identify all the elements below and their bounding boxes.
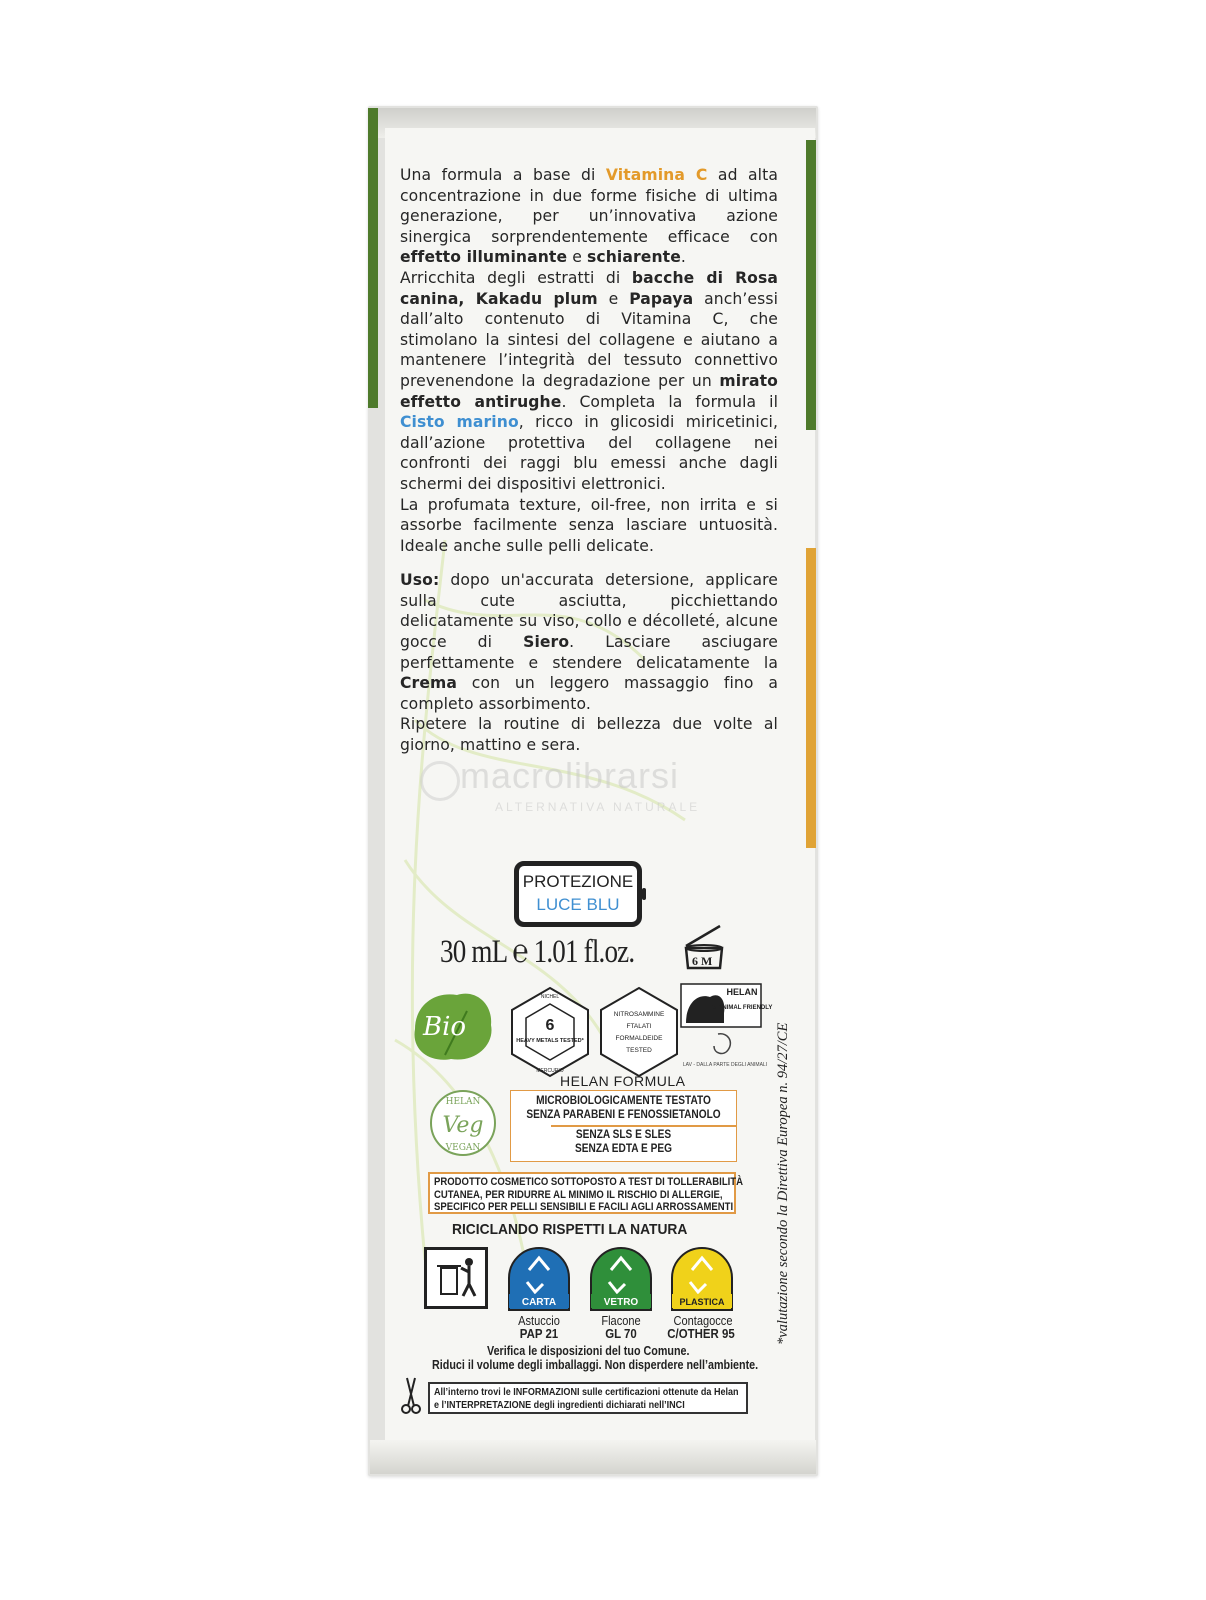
description-copy xyxy=(400,165,778,756)
svg-text:is ANIMAL FRIENDLY: is ANIMAL FRIENDLY xyxy=(711,1005,773,1011)
recycle-code: PAP 21 xyxy=(519,1326,559,1341)
formula-claim: SENZA PARABENI E FENOSSIETANOLO xyxy=(526,1109,721,1121)
tolerability-notice-box xyxy=(428,1172,744,1214)
directive-footnote: *valutazione secondo la Direttiva Europea n. 94/27/CE xyxy=(775,1022,791,1345)
orange-stripe-right xyxy=(806,548,816,848)
recycle-part-label: Astuccio xyxy=(518,1313,560,1328)
watermark xyxy=(420,755,800,825)
recycling-verify-text: Verifica le disposizioni del tuo Comune. xyxy=(487,1344,690,1358)
bio-text: Bio xyxy=(423,1012,467,1042)
cisto-marino-highlight: Cisto marino xyxy=(400,413,519,432)
svg-text:NICHEL: NICHEL xyxy=(540,994,560,1000)
formula-claim: MICROBIOLOGICAMENTE TESTATO xyxy=(536,1095,711,1107)
green-stripe-left xyxy=(368,108,378,408)
information-box xyxy=(428,1382,748,1414)
vegan-badge-icon xyxy=(428,1088,498,1158)
svg-text:VEGAN: VEGAN xyxy=(445,1143,481,1153)
scissors-icon xyxy=(400,1376,422,1416)
vitamin-c-highlight: Vitamina C xyxy=(605,166,708,184)
intro-paragraph: Una formula a base di Vitamina C ad alta concentrazione in due forme fisiche di ultima generazione, per un’innovativa azione sinergica sorprendentemente efficace con effetto illuminante e schiarente. xyxy=(400,166,778,267)
usage-label: Uso: xyxy=(400,571,440,590)
volume-label: 30 mL ℮ 1.01 fl.oz. xyxy=(440,934,635,970)
recycling-reduce-text: Riduci il volume degli imballaggi. Non disperdere nell’ambiente. xyxy=(432,1358,759,1372)
recycle-part-label: Contagocce xyxy=(673,1313,733,1328)
plastic-recycling-icon xyxy=(670,1244,734,1312)
usage-paragraph: Uso: dopo un'accurata detersione, applicare sulla cute asciutta, picchiettando delicatamente su viso, collo e décolleté, alcune gocce di Siero. Lasciare asciugare perfettamente e stendere delicatamente la Crema con un leggero massaggio fino a completo assorbimento. xyxy=(400,571,778,713)
watermark-logo-icon xyxy=(420,761,460,801)
svg-text:Veg: Veg xyxy=(442,1113,484,1138)
routine-paragraph: Ripetere la routine di bellezza due volte al giorno, mattino e sera. xyxy=(400,715,778,755)
pao-label: 6 M xyxy=(692,954,713,968)
formula-claim: SENZA SLS E SLES xyxy=(575,1129,672,1141)
box-bottom-flap xyxy=(370,1440,816,1474)
svg-text:NITROSAMMINE: NITROSAMMINE xyxy=(613,1011,665,1018)
info-line: All’interno trovi le INFORMAZIONI sulle certificazioni ottenute da Helan xyxy=(434,1386,739,1398)
heavy-metals-tested-badge xyxy=(508,986,592,1078)
formula-divider xyxy=(551,1125,736,1127)
nitrosamines-tested-badge xyxy=(597,986,681,1078)
extracts-paragraph: Arricchita degli estratti di bacche di Rosa canina, Kakadu plum e Papaya anch’essi dall’alto contenuto di Vitamina C, che stimolano la sintesi del collagene e aiutano a mantenere l’integrità del tessuto connettivo prevenendone la degradazione per un mirato effetto antirughe. Completa la formula il Cisto marino, ricco in glicosidi miricetinici, dall’azione protettiva del collagene nei confronti dei raggi blu emessi anche dagli schermi dei dispositivi elettronici. xyxy=(400,268,779,493)
glass-recycling-icon xyxy=(589,1244,653,1312)
svg-text:FTALATI: FTALATI xyxy=(626,1023,652,1030)
recycling-title: RICICLANDO RISPETTI LA NATURA xyxy=(452,1221,688,1238)
svg-text:HELAN: HELAN xyxy=(726,987,758,997)
tolerability-line: SPECIFICO PER PELLI SENSIBILI E FACILI AGLI ARROSSAMENTI xyxy=(434,1201,734,1213)
tolerability-line: PRODOTTO COSMETICO SOTTOPOSTO A TEST DI TOLLERABILITÀ xyxy=(434,1176,744,1188)
badge-line-1: PROTEZIONE xyxy=(522,872,634,891)
svg-text:MERCURIO: MERCURIO xyxy=(536,1068,564,1074)
watermark-name: macrolibrarsi xyxy=(460,755,680,796)
info-line: e l’INTERPRETAZIONE degli ingredienti dichiarati nell’INCI xyxy=(434,1399,685,1411)
recycle-code: C/OTHER 95 xyxy=(667,1326,735,1341)
blue-light-protection-badge xyxy=(514,861,642,927)
svg-text:VETRO: VETRO xyxy=(603,1297,639,1308)
green-stripe-right xyxy=(806,140,816,430)
recycle-code: GL 70 xyxy=(605,1326,637,1341)
texture-paragraph: La profumata texture, oil-free, non irrita e si assorbe facilmente senza lasciare untuosità. Ideale anche sulle pelli delicate. xyxy=(400,495,778,555)
bio-leaf-icon xyxy=(405,985,497,1067)
svg-text:HELAN: HELAN xyxy=(445,1097,481,1107)
svg-text:HEAVY METALS TESTED*: HEAVY METALS TESTED* xyxy=(516,1038,584,1044)
animal-friendly-badge xyxy=(680,983,773,1028)
paper-recycling-icon xyxy=(507,1244,571,1312)
trash-bin-icon xyxy=(424,1247,488,1309)
formula-title: HELAN FORMULA xyxy=(560,1073,686,1089)
formula-claims-box xyxy=(510,1090,737,1162)
svg-text:PLASTICA: PLASTICA xyxy=(679,1297,725,1307)
badge-line-2: LUCE BLU xyxy=(536,895,620,914)
svg-text:6: 6 xyxy=(545,1017,555,1034)
formula-claim: SENZA EDTA E PEG xyxy=(575,1143,672,1155)
watermark-tagline: ALTERNATIVA NATURALE xyxy=(495,800,701,814)
recycle-part-label: Flacone xyxy=(601,1313,641,1328)
tolerability-line: CUTANEA, PER RIDURRE AL MINIMO IL RISCHIO DI ALLERGIE, xyxy=(434,1188,723,1201)
lav-logo-icon xyxy=(682,1028,768,1072)
svg-text:FORMALDEIDE: FORMALDEIDE xyxy=(615,1035,663,1042)
svg-text:CARTA: CARTA xyxy=(521,1297,557,1308)
svg-text:LAV - DALLA PARTE DEGLI ANIMAL: LAV - DALLA PARTE DEGLI ANIMALI xyxy=(682,1062,768,1068)
svg-text:TESTED: TESTED xyxy=(626,1047,652,1054)
